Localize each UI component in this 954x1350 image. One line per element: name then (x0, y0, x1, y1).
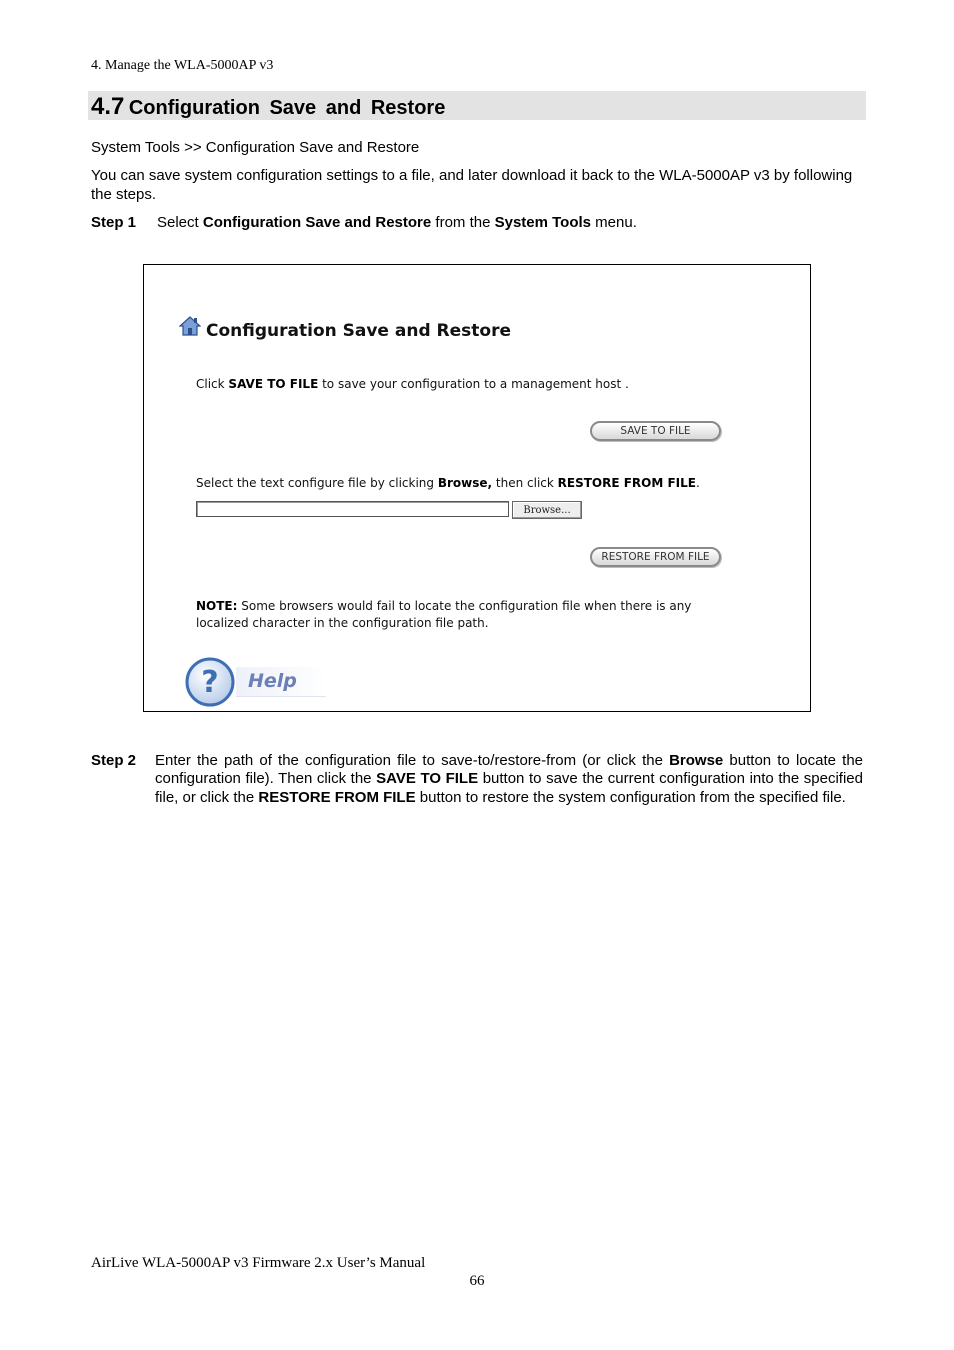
step-2-bold-2: SAVE TO FILE (376, 770, 479, 788)
step-1-text-2: from the (431, 214, 495, 231)
restore-instruction-text-2: then click (492, 476, 558, 490)
config-screenshot (143, 264, 811, 712)
help-icon[interactable] (184, 656, 236, 708)
running-header: 4. Manage the WLA-5000AP v3 (91, 58, 274, 73)
save-to-file-button[interactable]: SAVE TO FILE (590, 421, 721, 441)
step-1 (91, 213, 637, 232)
step-1-bold-2: System Tools (494, 214, 592, 231)
step-2-text (155, 752, 863, 807)
step-1-text-3: menu. (591, 214, 637, 231)
restore-instruction (196, 476, 700, 490)
save-instruction-text: Click (196, 377, 229, 391)
page-number: 66 (469, 1273, 485, 1289)
restore-instruction-bold-1: Browse, (437, 476, 493, 490)
save-instruction (196, 377, 629, 391)
save-instruction-bold: SAVE TO FILE (228, 377, 319, 391)
config-file-input[interactable] (196, 501, 509, 517)
footer-manual-title: AirLive WLA-5000AP v3 Firmware 2.x User’s Manual (91, 1255, 426, 1271)
step-2-text-1: Enter the path of the configuration file to save-to/restore-from (or click the (155, 752, 670, 769)
section-title-text: Configuration Save and Restore (128, 97, 446, 119)
step-1-text: Select (157, 214, 203, 231)
help-link[interactable]: Help (236, 667, 326, 697)
step-1-bold-1: Configuration Save and Restore (202, 214, 432, 231)
step-2-label: Step 2 (91, 752, 137, 769)
step-2-text-3: button to save the current configuration into the specified file, or click the (155, 770, 863, 806)
screenshot-title: Configuration Save and Restore (206, 321, 512, 341)
section-title (91, 93, 445, 121)
menu-path: System Tools >> Configuration Save and Restore (91, 139, 420, 156)
home-icon (179, 315, 201, 337)
restore-instruction-text: Select the text configure file by clicking (196, 476, 438, 490)
intro-paragraph: You can save system configuration settings to a file, and later download it back to the WLA-5000AP v3 by following the steps. (91, 167, 853, 203)
step-2-bold-1: Browse (669, 752, 724, 769)
step-2-text-4: button to restore the system configuration from the specified file. (415, 788, 846, 806)
browser-note (196, 598, 716, 632)
restore-instruction-text-3: . (696, 476, 700, 490)
restore-from-file-button[interactable]: RESTORE FROM FILE (590, 547, 721, 567)
step-2-bold-3: RESTORE FROM FILE (258, 788, 416, 806)
note-label: NOTE: (196, 599, 238, 613)
browse-button[interactable]: Browse... (512, 501, 582, 519)
restore-instruction-bold-2: RESTORE FROM FILE (557, 476, 696, 490)
section-heading-bar (88, 91, 866, 120)
note-text: Some browsers would fail to locate the configuration file when there is any localized character in the configuration file path. (196, 599, 692, 630)
svg-text:?: ? (201, 665, 219, 700)
save-instruction-text-2: to save your configuration to a management host . (318, 377, 629, 391)
step-1-label: Step 1 (91, 214, 137, 231)
section-number: 4.7 (91, 93, 125, 120)
step-2-text-2: button to locate the configuration file). Then click the (155, 752, 863, 788)
